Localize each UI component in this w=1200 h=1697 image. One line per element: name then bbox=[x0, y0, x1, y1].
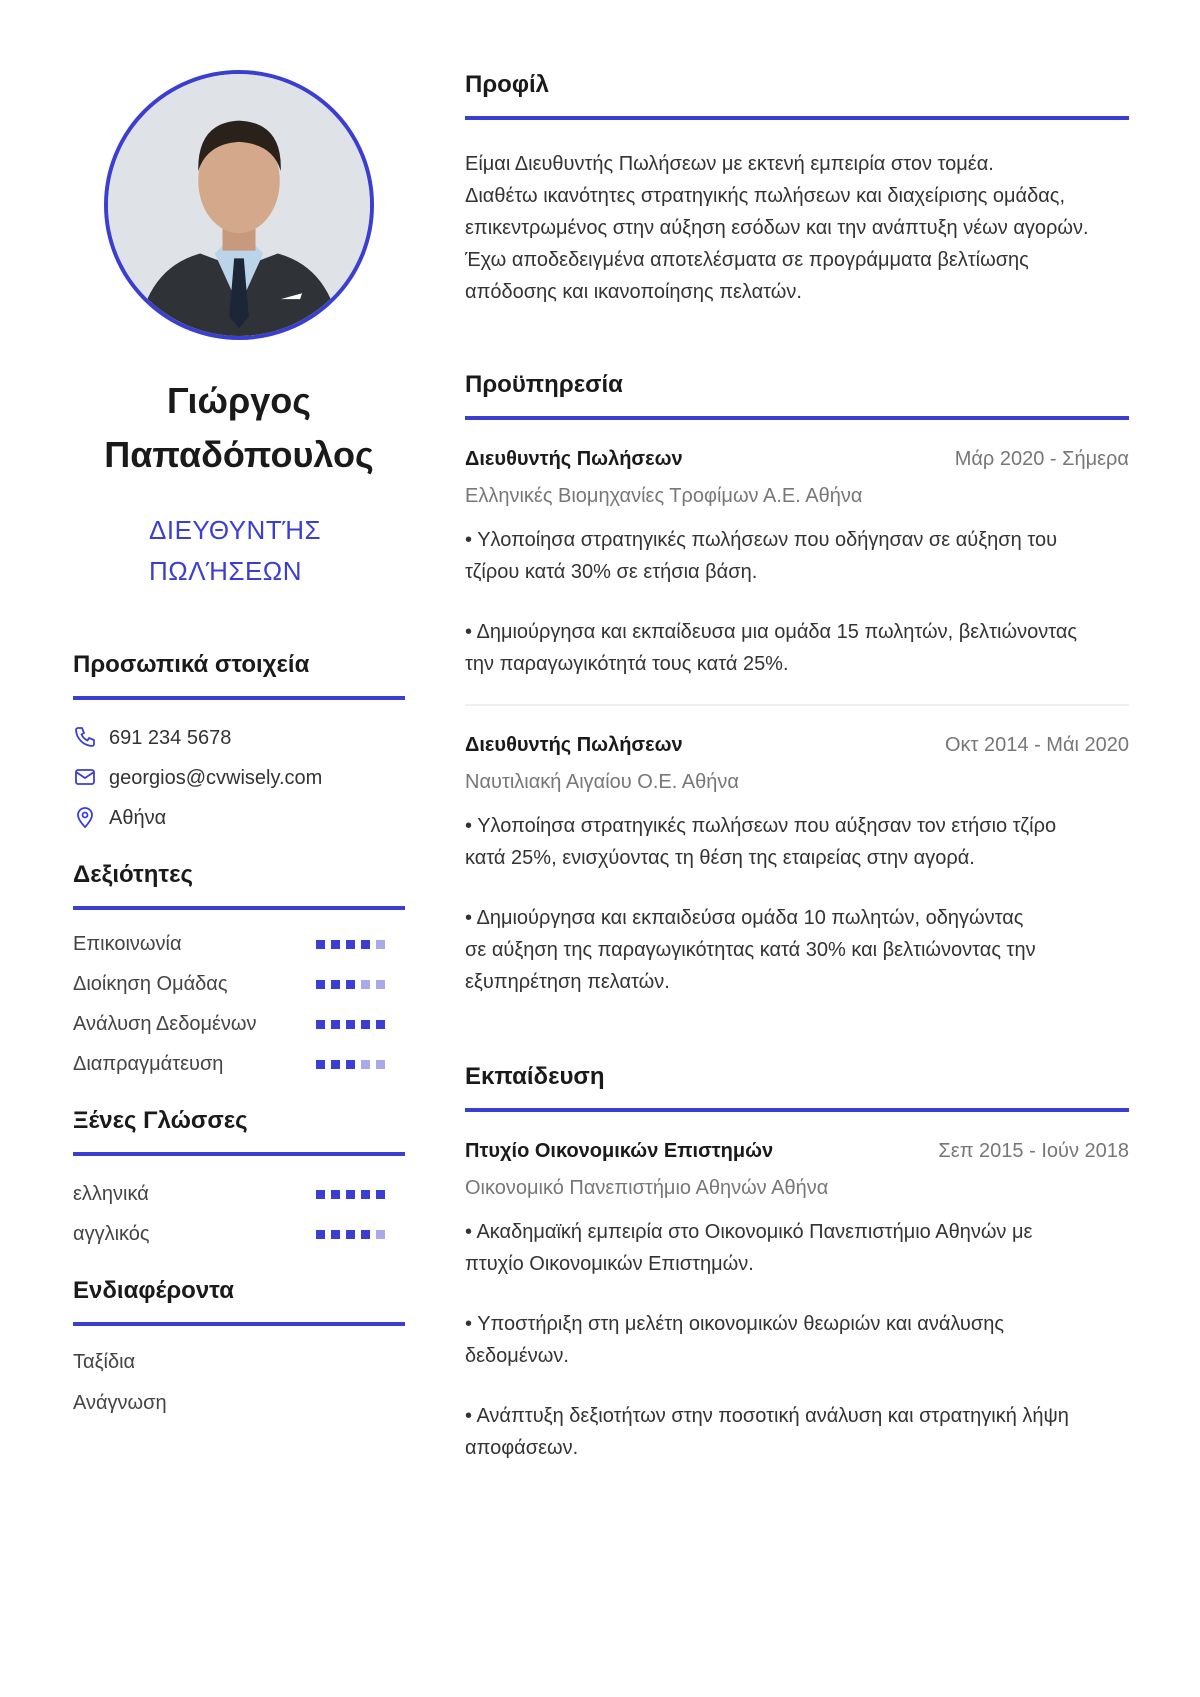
entry bbox=[465, 1140, 1129, 1464]
entry-title: Πτυχίο Οικονομικών Επιστημών bbox=[465, 1140, 774, 1162]
skill-name: Ανάλυση Δεδομένων bbox=[73, 1012, 257, 1035]
rating-dot bbox=[316, 1060, 325, 1069]
entry-header bbox=[465, 448, 1129, 471]
job-title bbox=[149, 510, 349, 592]
profile-line: Είμαι Διευθυντής Πωλήσεων με εκτενή εμπειρία στον τομέα. bbox=[465, 153, 994, 175]
entry-organization: Ναυτιλιακή Αιγαίου Ο.Ε. Αθήνα bbox=[465, 771, 739, 793]
rating-dots bbox=[316, 940, 385, 949]
interests-section bbox=[73, 1276, 405, 1424]
skill-row bbox=[73, 1004, 405, 1044]
rating-dot bbox=[346, 1020, 355, 1029]
rating-dot bbox=[376, 1190, 385, 1199]
rating-dot bbox=[376, 1020, 385, 1029]
rating-dot bbox=[346, 1190, 355, 1199]
profile-text bbox=[465, 148, 1129, 308]
education-section bbox=[465, 1062, 1129, 1464]
bullet-line: • Υλοποίησα στρατηγικές πωλήσεων που αύξησαν τον ετήσιο τζίρο bbox=[465, 815, 1057, 837]
rating-dots bbox=[316, 1020, 385, 1029]
mail-icon bbox=[73, 765, 99, 791]
rating-dot bbox=[331, 1020, 340, 1029]
location-pin-icon bbox=[73, 805, 99, 831]
rating-dot bbox=[346, 980, 355, 989]
languages-list bbox=[73, 1174, 405, 1254]
entry-bullet bbox=[465, 616, 1129, 680]
rating-dot bbox=[346, 1230, 355, 1239]
profile-section bbox=[465, 70, 1129, 308]
rating-dot bbox=[331, 980, 340, 989]
rating-dot bbox=[331, 1190, 340, 1199]
entry-bullet bbox=[465, 1308, 1129, 1372]
skills-list bbox=[73, 924, 405, 1084]
job-title-line-1: ΔΙΕΥΘΥΝΤΉΣ bbox=[149, 515, 322, 545]
job-title-line-2: ΠΩΛΉΣΕΩΝ bbox=[149, 556, 302, 586]
rating-dot bbox=[376, 980, 385, 989]
bullet-line: κατά 25%, ενισχύοντας τη θέση της εταιρείας στην αγορά. bbox=[465, 847, 975, 869]
entry-date: Οκτ 2014 - Μάι 2020 bbox=[945, 734, 1129, 756]
section-rule bbox=[465, 416, 1129, 420]
entry-bullet bbox=[465, 524, 1129, 588]
language-name: αγγλικός bbox=[73, 1222, 150, 1245]
rating-dot bbox=[316, 1230, 325, 1239]
interests-section-title: Ενδιαφέροντα bbox=[73, 1277, 234, 1304]
skill-name: Διοίκηση Ομάδας bbox=[73, 972, 228, 995]
bullet-line: τζίρου κατά 30% σε ετήσια βάση. bbox=[465, 561, 758, 583]
first-name: Γιώργος bbox=[167, 380, 311, 421]
experience-section-title: Προϋπηρεσία bbox=[465, 371, 623, 398]
section-rule bbox=[73, 696, 405, 700]
entry-date: Σεπ 2015 - Ιούν 2018 bbox=[938, 1140, 1129, 1162]
entry-header bbox=[465, 1140, 1129, 1163]
section-rule bbox=[73, 1152, 405, 1156]
languages-section-title: Ξένες Γλώσσες bbox=[73, 1107, 248, 1134]
rating-dots bbox=[316, 1230, 385, 1239]
portrait-image bbox=[108, 74, 370, 336]
rating-dot bbox=[376, 940, 385, 949]
entry-title: Διευθυντής Πωλήσεων bbox=[465, 734, 683, 756]
rating-dot bbox=[376, 1060, 385, 1069]
right-column bbox=[465, 70, 1129, 1464]
rating-dot bbox=[361, 1060, 370, 1069]
rating-dot bbox=[316, 1190, 325, 1199]
rating-dots bbox=[316, 980, 385, 989]
contact-phone bbox=[73, 718, 405, 758]
entry-organization: Ελληνικές Βιομηχανίες Τροφίμων Α.Ε. Αθήνα bbox=[465, 485, 863, 507]
entry-title: Διευθυντής Πωλήσεων bbox=[465, 448, 683, 470]
skill-row bbox=[73, 924, 405, 964]
language-row bbox=[73, 1174, 405, 1214]
entry bbox=[465, 448, 1129, 680]
skill-name: Διαπραγμάτευση bbox=[73, 1052, 224, 1075]
bullet-line: αποφάσεων. bbox=[465, 1437, 579, 1459]
left-column bbox=[73, 70, 405, 1424]
rating-dot bbox=[376, 1230, 385, 1239]
entry-bullet bbox=[465, 902, 1129, 998]
last-name: Παπαδόπουλος bbox=[104, 434, 374, 475]
rating-dot bbox=[346, 1060, 355, 1069]
skill-row bbox=[73, 964, 405, 1004]
language-name: ελληνικά bbox=[73, 1182, 149, 1205]
rating-dot bbox=[316, 940, 325, 949]
rating-dot bbox=[361, 980, 370, 989]
bullet-line: δεδομένων. bbox=[465, 1345, 569, 1367]
skills-section bbox=[73, 860, 405, 1084]
interest-item: Ανάγνωση bbox=[73, 1392, 167, 1414]
bullet-line: την παραγωγικότητά τους κατά 25%. bbox=[465, 653, 789, 675]
rating-dot bbox=[361, 1230, 370, 1239]
bullet-line: • Ανάπτυξη δεξιοτήτων στην ποσοτική ανάλυση και στρατηγική λήψη bbox=[465, 1405, 1069, 1427]
rating-dot bbox=[331, 1230, 340, 1239]
entry-organization: Οικονομικό Πανεπιστήμιο Αθηνών Αθήνα bbox=[465, 1177, 829, 1199]
profile-line: απόδοσης και ικανοποίησης πελατών. bbox=[465, 281, 802, 303]
rating-dots bbox=[316, 1190, 385, 1199]
profile-section-title: Προφίλ bbox=[465, 71, 550, 98]
rating-dot bbox=[361, 1020, 370, 1029]
full-name bbox=[73, 374, 405, 482]
profile-line: Έχω αποδεδειγμένα αποτελέσματα σε προγράμματα βελτίωσης bbox=[465, 249, 1029, 271]
bullet-line: σε αύξηση της παραγωγικότητας κατά 30% και βελτιώνοντας την bbox=[465, 939, 1036, 961]
rating-dots bbox=[316, 1060, 385, 1069]
entry-bullet bbox=[465, 1400, 1129, 1464]
languages-section bbox=[73, 1106, 405, 1254]
phone-icon bbox=[73, 725, 99, 751]
skill-name: Επικοινωνία bbox=[73, 932, 182, 955]
entry bbox=[465, 734, 1129, 998]
entry-separator bbox=[465, 704, 1129, 706]
rating-dot bbox=[331, 940, 340, 949]
jobs-list bbox=[465, 448, 1129, 998]
location-text: Αθήνα bbox=[109, 806, 167, 829]
bullet-line: πτυχίο Οικονομικών Επιστημών. bbox=[465, 1253, 754, 1275]
education-list bbox=[465, 1140, 1129, 1464]
entry-bullet bbox=[465, 1216, 1129, 1280]
bullet-line: εξυπηρέτηση πελατών. bbox=[465, 971, 670, 993]
section-rule bbox=[465, 116, 1129, 120]
bullet-line: • Δημιούργησα και εκπαιδεύσα ομάδα 10 πωλητών, οδηγώντας bbox=[465, 907, 1024, 929]
rating-dot bbox=[316, 980, 325, 989]
contact-email bbox=[73, 758, 405, 798]
bullet-line: • Υλοποίησα στρατηγικές πωλήσεων που οδήγησαν σε αύξηση του bbox=[465, 529, 1058, 551]
experience-section bbox=[465, 370, 1129, 998]
phone-text: 691 234 5678 bbox=[109, 726, 232, 749]
rating-dot bbox=[361, 940, 370, 949]
rating-dot bbox=[316, 1020, 325, 1029]
language-row bbox=[73, 1214, 405, 1254]
interest-item: Ταξίδια bbox=[73, 1351, 136, 1373]
personal-section-title: Προσωπικά στοιχεία bbox=[73, 651, 310, 678]
contact-location bbox=[73, 798, 405, 838]
rating-dot bbox=[331, 1060, 340, 1069]
profile-line: επικεντρωμένος στην αύξηση εσόδων και την ανάπτυξη νέων αγορών. bbox=[465, 217, 1089, 239]
entry-bullet bbox=[465, 810, 1129, 874]
skills-section-title: Δεξιότητες bbox=[73, 861, 193, 888]
personal-section bbox=[73, 650, 405, 838]
entry-date: Μάρ 2020 - Σήμερα bbox=[954, 448, 1129, 470]
section-rule bbox=[465, 1108, 1129, 1112]
entry-header bbox=[465, 734, 1129, 757]
rating-dot bbox=[346, 940, 355, 949]
skill-row bbox=[73, 1044, 405, 1084]
rating-dot bbox=[361, 1190, 370, 1199]
bullet-line: • Δημιούργησα και εκπαίδευσα μια ομάδα 15 πωλητών, βελτιώνοντας bbox=[465, 621, 1078, 643]
bullet-line: • Ακαδημαϊκή εμπειρία στο Οικονομικό Πανεπιστήμιο Αθηνών με bbox=[465, 1221, 1033, 1243]
profile-line: Διαθέτω ικανότητες στρατηγικής πωλήσεων και διαχείρισης ομάδας, bbox=[465, 185, 1065, 207]
bullet-line: • Υποστήριξη στη μελέτη οικονομικών θεωριών και ανάλυσης bbox=[465, 1313, 1004, 1335]
education-section-title: Εκπαίδευση bbox=[465, 1063, 605, 1090]
email-text: georgios@cvwisely.com bbox=[109, 766, 323, 789]
section-rule bbox=[73, 1322, 405, 1326]
profile-photo bbox=[104, 70, 374, 340]
section-rule bbox=[73, 906, 405, 910]
